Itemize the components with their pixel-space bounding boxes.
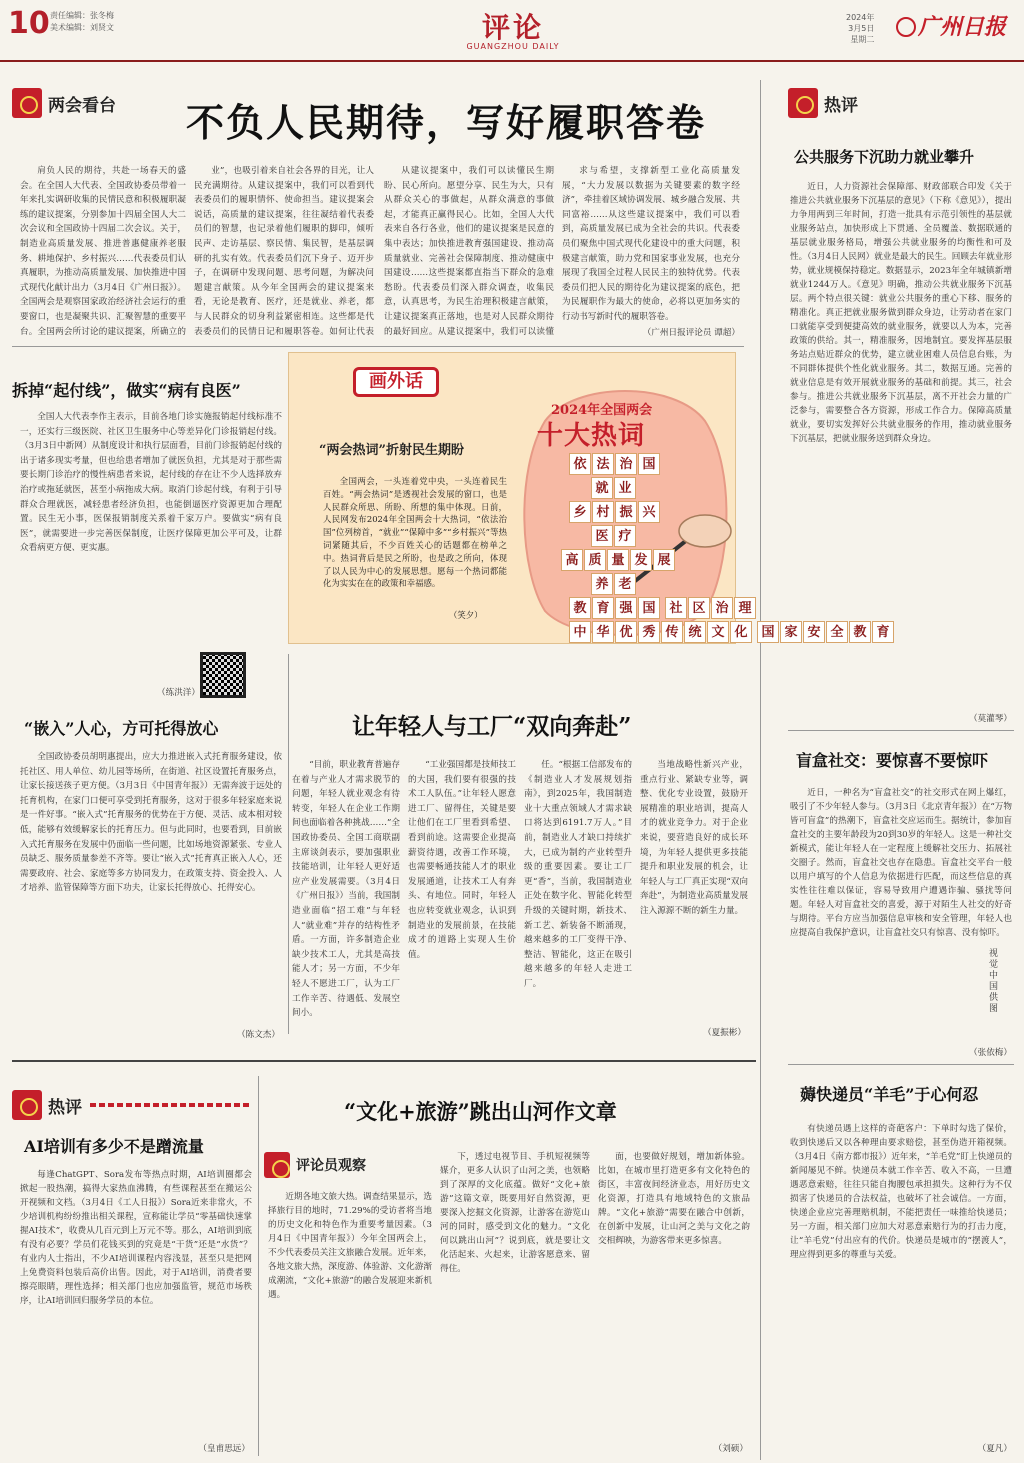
hotword-char: 区	[688, 597, 710, 619]
hotword-char: 文	[707, 621, 729, 643]
divider	[12, 346, 744, 347]
right-top-author: （莫灌琴）	[969, 714, 1012, 724]
hotword-char: 国	[638, 597, 660, 619]
divider	[760, 80, 761, 1460]
hot-comment-icon	[788, 88, 818, 118]
qianru-author: （陈文杰）	[237, 1030, 280, 1040]
hotword-char: 育	[592, 597, 614, 619]
hotword-char: 展	[653, 549, 675, 571]
lead-column-4: 求与希望，支撑新型工业化高质量发展，“大力发展以数据为关键要素的数字经济”，牵挂着区域协调发展、城乡融合发展、共同富裕……从这些建议提案中，我们可以看到，高质量发展已成为全社会的共识。代表委员们聚焦中国式现代化建设中的重大问题，积极建言献策，助力党和国家事业发展，也充分展现了我国全过程人民民主的独特优势。代表委员们把人民的期待化为建议提案的底色，把为民履职作为最大的使命，必将以更加务实的行动书写新时代的履职答卷。	[562, 166, 740, 322]
observer-icon	[264, 1152, 290, 1178]
observer-tag	[264, 1150, 432, 1180]
qianru-title: “嵌入”人心，方可托得放心	[24, 719, 219, 738]
hotword-char: 统	[684, 621, 706, 643]
qianru-body: 全国政协委员胡明惠提出，应大力推进嵌入式托育服务建设，依托社区、用人单位、幼儿园等场所，在街道、社区设置托育服务点，让家长接送孩子更方便。（3月3日《中国青年报》）无需奔波于远处的托育机构，在家门口便可享受到托育服务，这对于很多年轻家庭来说是一件好事。“嵌入式”托育服务的优势在于方便、灵活、成本相对较低，能够有效缓解家长的托育压力。但与此同时，也要看到，目前嵌入式托育服务在发展中仍面临一些问题，比如场地资源紧张、专业人员缺乏、服务质量参差不齐等。要让“嵌入式”托育真正嵌入人心，还需要政府、社会、家庭等多方协同发力，在政策支持、资金投入、人才培养、监管保障等方面下功夫，让家长托得放心、托得安心。	[20, 752, 282, 894]
date-year: 2024年	[846, 13, 875, 22]
bottom-hot-tag	[12, 1090, 252, 1120]
lead-column-2: 业”，也吸引着来自社会各界的目光，让人民充满期待。从建议提案中，我们可以看到代表委员们的履职情怀、使命担当。建议提案会说话，高质量的建议提案，往往凝结着代表委员们的智慧，也记录着他们履职的脚印，倾听民声、走访基层、察民情、集民智，是基层调研的扎实有效。代表委员们沉下身子、迈开步子，在调研中发现问题、思考问题，为解决问题建言献策。从今年全国两会的建议提案来看，无论是教育、医疗，还是就业、养老，都与人民群众的切身利益紧密相连。这些都是代表委员们的民情日记和履职答卷。如何让代表	[194, 166, 374, 337]
hotword-item	[569, 453, 661, 475]
hotword-char: 乡	[569, 501, 591, 523]
hotword-char: 理	[734, 597, 756, 619]
hotword-char: 传	[661, 621, 683, 643]
hotword-char: 国	[757, 621, 779, 643]
divider	[258, 1076, 259, 1456]
hotword-char: 量	[607, 549, 629, 571]
editor-name: 责任编辑：张冬梅	[50, 11, 114, 20]
photo-credit: 视觉中国 供图	[989, 949, 999, 1014]
cartoon-tag: 画外话	[353, 367, 439, 397]
hotword-char: 强	[615, 597, 637, 619]
telescope-icon	[12, 88, 42, 118]
right-bottom-body: 有快递员遇上这样的奇葩客户：下单时勾选了保价，收到快递后又以各种理由要求赔偿，甚至伪造开箱视频。（3月4日《南方都市报》）近年来，“羊毛党”盯上快递员的新闻屡见不鲜。快递员本就工作辛苦、收入不高，一旦遭遇恶意索赔，往往只能自掏腰包承担损失。这种行为不仅损害了快递员的合法权益，也破坏了社会诚信。一方面，快递企业应完善理赔机制，不能把责任一味推给快递员；另一方面，相关部门应加大对恶意索赔行为的打击力度，让“羊毛党”付出应有的代价。快递员是城市的“摆渡人”，理应得到更多的尊重与关爱。	[790, 1124, 1012, 1260]
hotword-char: 疗	[614, 525, 636, 547]
section-title: 评论	[481, 11, 544, 44]
culture-tourism-title: “文化+旅游”跳出山河作文章	[344, 1099, 617, 1124]
hotword-char: 高	[561, 549, 583, 571]
page-number: 10	[8, 6, 50, 41]
culture-author: （刘硕）	[713, 1444, 748, 1454]
hotword-char: 教	[849, 621, 871, 643]
hotword-char: 质	[584, 549, 606, 571]
culture-column-1: 近期各地文旅大热。调查结果显示，选择旅行目的地时，71.29%的受访者将当地的历史文化和特色作为重要考量因素。（3月4日《中国青年报》）今年全国两会上，不少代表委员关注文旅融合发展。近年来，各地文旅大热，深度游、体验游、文化游渐成潮流，“文化+旅游”的融合发展迎来新机遇。	[268, 1192, 432, 1300]
hotword-char: 华	[592, 621, 614, 643]
gongchang-column-1: “目前，职业教育普遍存在着与产业人才需求脱节的问题，年轻人就业观念有待转变，年轻人在企业工作期间也面临着各种挑战……”全国政协委员、全国工商联副主席谈剑表示，要加强职业技能培训，让年轻人更好适应产业发展需要。（3月4日《广州日报》）当前，我国制造业面临“招工难”与年轻人“就业难”并存的结构性矛盾。一方面，许多制造企业缺少技术工人，尤其是高技能人才；另一方面，不少年轻人不愿进工厂，认为工厂工作辛苦、待遇低、发展空间小。	[292, 760, 400, 1019]
gongchang-column-4: 当地战略性新兴产业，重点行业、紧缺专业等，调整、优化专业设置，鼓励开展精准的职业培训，提高人才的就业竞争力。对于企业来说，要营造良好的成长环境，为年轻人提供更多技能提升和职业发展的机会，让年轻人与工厂真正实现“双向奔赴”，为制造业高质量发展注入源源不断的新生力量。	[640, 760, 748, 916]
hot-comment-icon	[12, 1090, 42, 1120]
hotword-item	[591, 477, 637, 499]
date-day: 3月5日	[848, 24, 875, 33]
page-header	[0, 0, 1024, 62]
hotword-char: 业	[614, 477, 636, 499]
divider	[788, 1064, 1014, 1065]
right-top-title: 公共服务下沉助力就业攀升	[794, 148, 975, 166]
ai-author: （皇甫思远）	[198, 1444, 250, 1454]
hotword-char: 振	[615, 501, 637, 523]
gongchang-column-3: 任。“根据工信部发布的《制造业人才发展规划指南》，到2025年，我国制造业十大重点领域人才需求缺口将达到6191.7万人。”目前，制造业人才缺口持续扩大，已成为制约产业转型升级的重要因素。要让工厂更“香”，当前，我国制造业正处在数字化、智能化转型升级的关键时期，新技术、新工艺、新装备不断涌现，越来越多的工厂变得干净、整洁、智能化，这正在吸引越来越多的年轻人走进工厂。	[524, 760, 632, 989]
hotword-char: 法	[592, 453, 614, 475]
divider	[12, 1060, 756, 1062]
cartoon-body: 全国两会，一头连着党中央，一头连着民生百姓。“两会热词”是透视社会发展的窗口，也是人民群众所思、所盼、所想的集中体现。日前，人民网发布2024年全国两会十大热词，“依法治国”位列榜首，“就业”“保障中多”“乡村振兴”等热词紧随其后，不少百姓关心的话题都在榜单之中。热词背后是民之所盼，也是政之所向，体现了以人民为中心的发展思想。愿每一个热词都能化为实实在在的政策和幸福感。	[323, 476, 507, 589]
gongchang-author: （夏振彬）	[703, 1028, 746, 1038]
culture-column-2: 下，透过电视节目、手机短视频等媒介，更多人认识了山河之美，也领略到了深厚的文化底蕴。做好“文化+旅游”这篇文章，既要用好自然资源，更要深入挖掘文化资源，让游客在游览山河的同时，感受到文化的魅力。“文化何以跳出山河”？说到底，就是要让文化活起来、火起来，让游客愿意来、留得住。	[440, 1152, 590, 1274]
tag-decoration	[90, 1103, 252, 1107]
ai-body: 每逢ChatGPT、Sora发布等热点时期，AI培训圈都会掀起一股热潮，搞得大家热血沸腾，有些课程甚至在搬运公开视频和文档。（3月4日《工人日报》）Sora近来非常火，不少培训机构纷纷推出相关课程，宣称能让学员“零基础快速掌握AI技术”，收费从几百元到上万元不等。那么，AI培训到底有没有必要？学员们花钱买到的究竟是“干货”还是“水货”？有业内人士指出，不少AI培训课程内容浅显，甚至只是把网上免费资料包装后高价出售。因此，对于AI培训，消费者要擦亮眼睛，理性选择；相关部门也应加强监管，规范市场秩序，让AI培训回归服务学员的本位。	[20, 1170, 252, 1306]
right-tag-label: 热评	[824, 95, 858, 116]
hotword-char: 村	[592, 501, 614, 523]
lead-column-3: 从建议提案中，我们可以读懂民生期盼、民心所向。愿望分享、民生为大，只有从群众关心的事做起，从群众满意的事做起，才能真正赢得民心。比如，全国人大代表来自各行各业，他们的建议提案是民意的集中表达；加快推进教育强国建设、推动高质量就业、完善社会保障制度、推动健康中国建设……这些提案都直指当下群众的急难愁盼。代表委员们深入群众调查，收集民意，认真思考，为民生治理积极建言献策，让建议提案真正落地，也是对人民群众期待的最好回应。从建议提案中，我们可以读懂	[384, 166, 554, 337]
right-bottom-author: （夏凡）	[977, 1444, 1012, 1454]
qishi-title: 拆掉“起付线”，做实“病有良医”	[12, 381, 241, 400]
right-mid-author: （张依梅）	[969, 1048, 1012, 1058]
right-mid-body: 近日，一种名为“盲盒社交”的社交形式在网上爆红，吸引了不少年轻人参与。（3月3日《北京青年报》）在“万物皆可盲盒”的热潮下，盲盒社交应运而生。据统计，参加盲盒社交的主要年龄段为20到30岁的年轻人。这是一种社交新模式，能让年轻人在一定程度上缓解社交压力、拓展社交圈子。然而，盲盒社交也存在隐患。盲盒社交平台一般以用户填写的个人信息为依据进行匹配，而这些信息的真实性往往难以保证，容易导致用户遭遇诈骗、骚扰等问题。年轻人对盲盒社交的喜爱，源于对陌生人社交的好奇与期待。平台方应当加强信息审核和安全管理，年轻人也应提高自我保护意识，让盲盒社交只有惊喜、没有惊吓。	[790, 788, 1012, 938]
hotword-char: 安	[803, 621, 825, 643]
hotword-char: 养	[591, 573, 613, 595]
art-editor-name: 美术编辑：刘贤文	[50, 23, 114, 32]
hotword-char: 依	[569, 453, 591, 475]
newspaper-logo	[896, 10, 1006, 41]
qishi-author: （练洪洋）	[157, 688, 200, 698]
right-top-body: 近日，人力资源社会保障部、财政部联合印发《关于推进公共就业服务下沉基层的意见》（下称《意见》），提出力争用两到三年时间，打造一批具有示范引领性的基层就业服务站点，加快形成上下贯通、全员覆盖、数据联通的基层就业服务格局，增强公共就业服务的均衡性和可及性。（3月4日人民网）就业是最大的民生。回顾去年就业形势，就业规模保持稳定。数据显示，2023年全年城镇新增就业1244万人。《意见》明确，推动公共就业服务下沉基层。两个特点很关键：就业公共服务的重心下移、服务的精准化。真正把就业服务做到群众身边，让劳动者在家门口就能享受到便捷高效的就业服务，就要以人为本，完善政策的供给。其一，精准服务，因地制宜。要发挥基层服务站点贴近群众的优势，建立就业困难人员信息台账，为不同群体提供个性化就业服务。其二，数据互通。完善的就业信息是有效开展就业服务的基础和前提。其三，社会参与。推进公共就业服务下沉基层，离不开社会力量的广泛参与，需要整合各方资源，形成工作合力。保障高质量就业，要切实发挥好公共就业服务的作用，推动就业服务下沉基层，把就业服务送到群众身边。	[790, 182, 1012, 444]
cartoon-title: “两会热词”折射民生期盼	[319, 443, 464, 458]
hotword-char: 全	[826, 621, 848, 643]
divider	[288, 654, 289, 1034]
hotword-char: 老	[614, 573, 636, 595]
right-bottom-title: 薅快递员“羊毛”于心何忍	[800, 1085, 979, 1104]
cartoon-author: （笑夕）	[449, 610, 483, 620]
hotword-char: 育	[872, 621, 894, 643]
section-subtitle: GUANGZHOU DAILY	[466, 42, 560, 51]
hotword-item	[561, 549, 676, 571]
bottom-tag-label: 热评	[48, 1097, 82, 1118]
gongchang-title: 让年轻人与工厂“双向奔赴”	[352, 713, 632, 740]
hotword-char: 兴	[638, 501, 660, 523]
ai-title: AI培训有多少不是蹭流量	[24, 1137, 204, 1156]
hotword-char: 国	[638, 453, 660, 475]
lead-tag-label: 两会看台	[48, 95, 116, 116]
lead-author: （广州日报评论员 谭超）	[642, 328, 740, 338]
hotword-char: 化	[730, 621, 752, 643]
logo-icon	[896, 17, 916, 37]
hotword-char: 教	[569, 597, 591, 619]
gongchang-column-2: “工业强国都是技师技工的大国，我们要有很强的技术工人队伍。”让年轻人愿意进工厂、留得住，关键是要让他们在工厂里看到希望、看到前途。这需要企业提高薪资待遇，改善工作环境，也需要畅通技能人才的职业发展通道，让技术工人有奔头、有地位。同时，年轻人也应转变就业观念，认识到制造业的发展前景，在技能成才的道路上实现人生价值。	[408, 760, 516, 960]
hotword-char: 发	[630, 549, 652, 571]
hotword-char: 社	[665, 597, 687, 619]
right-hot-tag	[788, 88, 1014, 118]
hotword-item	[569, 501, 661, 523]
lead-headline: 不负人民期待，写好履职答卷	[186, 100, 707, 145]
culture-column-3: 面，也要做好规划，增加新体验。比如，在城市里打造更多有文化特色的街区，丰富夜间经济业态，用好历史文化资源，打造具有地域特色的文旅品牌。“文化+旅游”需要在融合中创新，在创新中发展，让山河之美与文化之韵交相辉映，为游客带来更多惊喜。	[598, 1152, 750, 1246]
hotword-char: 治	[615, 453, 637, 475]
hotword-char: 优	[615, 621, 637, 643]
qr-code-icon	[200, 652, 246, 698]
hand-icon	[679, 515, 731, 547]
logo-text: 广州日报	[918, 14, 1007, 40]
lead-column-1: 肩负人民的期待，共赴一场春天的盛会。在全国人大代表、全国政协委员带着一年来扎实调研收集的民情民意和积极履职凝练的建议提案，分别参加十四届全国人大二次会议和全国政协十四届二次会议。关于，制造业高质量发展、推进普惠健康养老服务、耕地保护、乡村振兴……代表委员们认真履职，为推动高质量发展、加快推进中国式现代化献计出力（3月4日《广州日报》）。全国两会是观察国家政治经济社会运行的重要窗口，也是凝聚共识、汇聚智慧的重要平台。全国两会所讨论的建议提案，所确立的	[20, 166, 186, 337]
hotword-char: 医	[591, 525, 613, 547]
issue-date	[846, 12, 874, 45]
qishi-body: 全国人大代表李作主表示，目前各地门诊实施报销起付线标准不一，还实行三级医院、社区卫生服务中心等差异化门诊报销起付线。（3月3日中新网）从制度设计和执行层面看，目前门诊报销起付线的出于诸多现实考量，但也给患者增加了就医负担，尤其是对于那些需要长期门诊治疗的慢性病患者来说，起付线的存在让不少人选择放弃治疗或拖延就医，甚至小病拖成大病。取消门诊起付线，有利于引导群众合理就医，减轻患者经济负担，也能倒逼医疗资源更加合理配置。民生无小事，医保报销制度关系着千家万户。要做实“病有良医”，就需要进一步完善医保制度，让医疗保障更加公平可及，让群众看病更方便、更实惠。	[20, 412, 282, 554]
hotword-item	[591, 525, 637, 547]
hotword-char: 中	[569, 621, 591, 643]
hotword-char: 家	[780, 621, 802, 643]
hotword-item	[591, 573, 637, 595]
lead-section-tag	[12, 88, 162, 118]
hotword-item	[569, 597, 757, 619]
hotword-char: 秀	[638, 621, 660, 643]
editor-credits	[50, 10, 114, 34]
hotwords-year-title: 2024年全国两会	[551, 403, 653, 418]
right-mid-title: 盲盒社交：要惊喜不要惊吓	[796, 751, 989, 770]
hotwords-big-title: 十大热词	[537, 421, 646, 451]
divider	[788, 730, 1014, 731]
hotword-char: 治	[711, 597, 733, 619]
observer-tag-label: 评论员观察	[296, 1158, 366, 1174]
date-weekday: 星期二	[850, 35, 875, 44]
hotword-char: 就	[591, 477, 613, 499]
